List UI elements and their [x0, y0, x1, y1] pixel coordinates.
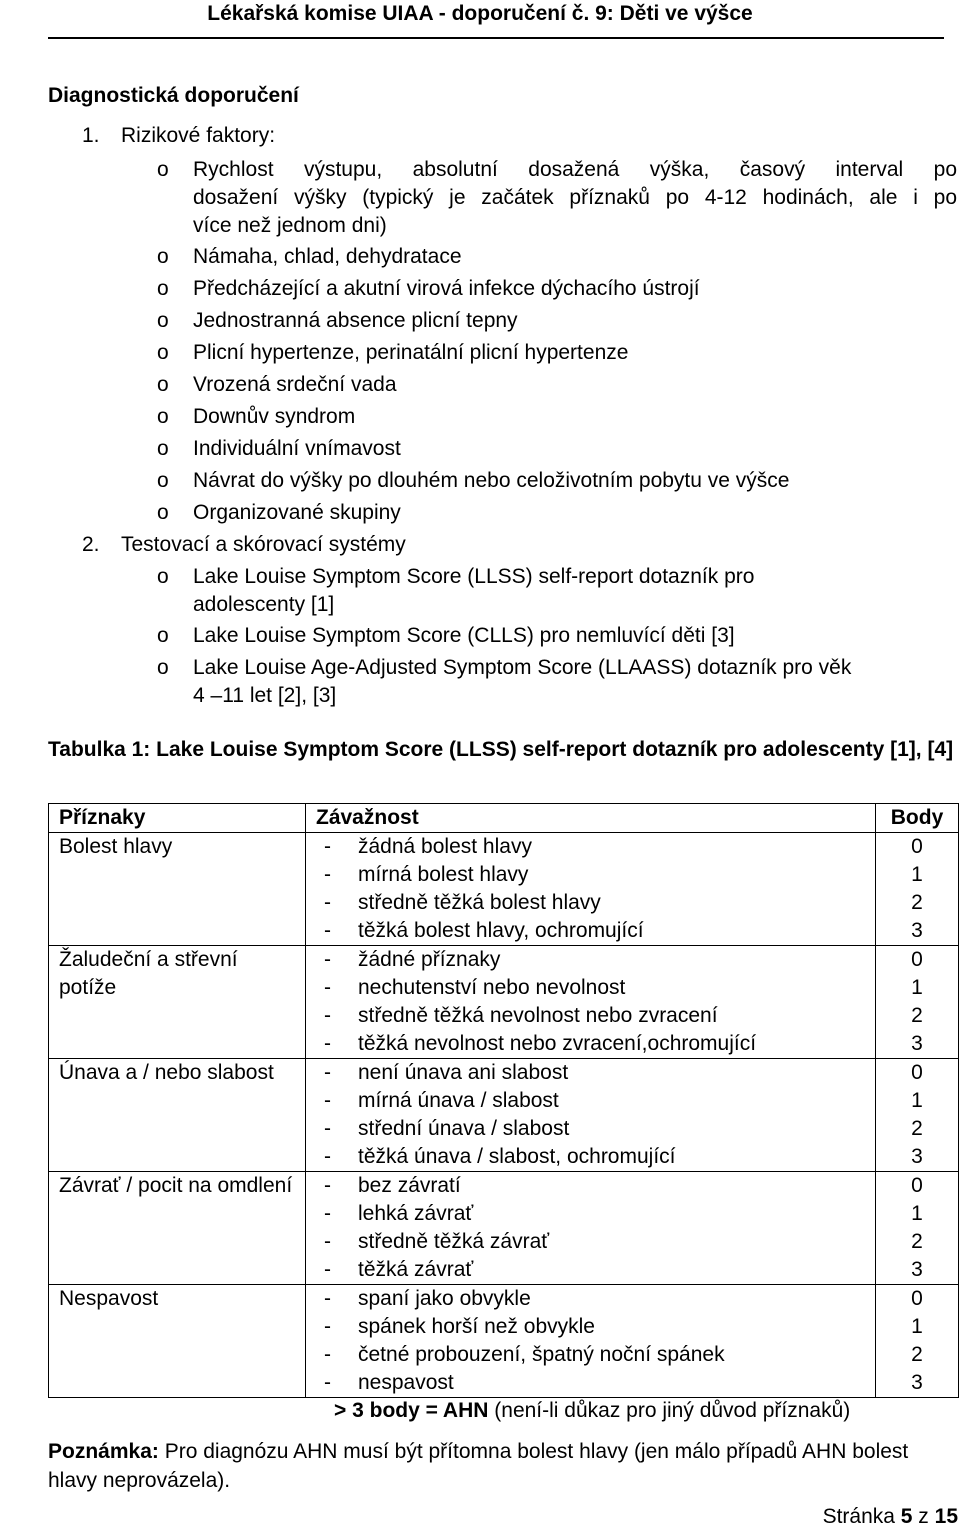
severity-dash: - — [324, 1343, 331, 1366]
risk-item-line: Námaha, chlad, dehydratace — [193, 245, 462, 268]
severity-option — [316, 1030, 865, 1058]
tests-item-line: Lake Louise Symptom Score (CLLS) pro nemluvící děti [3] — [193, 624, 735, 647]
severity-dash: - — [324, 891, 331, 914]
severity-label: není únava ani slabost — [358, 1061, 569, 1084]
severity-option — [316, 1285, 865, 1313]
tests-bullet-marker: o — [157, 565, 169, 588]
table-header-row — [49, 804, 959, 833]
points-cell — [876, 1059, 959, 1172]
severity-option — [316, 1228, 865, 1256]
tests-bullet-marker: o — [157, 656, 169, 679]
severity-dash: - — [324, 919, 331, 942]
severity-cell — [306, 946, 876, 1059]
table-row — [49, 833, 959, 946]
severity-option — [316, 946, 865, 974]
lake-louise-score-table — [48, 803, 959, 1398]
header-rule — [48, 37, 944, 39]
severity-cell — [306, 1059, 876, 1172]
points-value: 3 — [911, 919, 923, 942]
tests-bullet-marker: o — [157, 624, 169, 647]
risk-bullet-marker: o — [157, 245, 169, 268]
severity-dash: - — [324, 1371, 331, 1394]
severity-dash: - — [324, 1145, 331, 1168]
severity-label: žádná bolest hlavy — [358, 835, 532, 858]
symptom-cell: Žaludeční a střevní potíže — [49, 946, 306, 1059]
severity-option — [316, 833, 865, 861]
footer-prefix: Stránka — [822, 1505, 901, 1528]
section-title: Diagnostická doporučení — [48, 84, 299, 107]
risk-bullet-marker: o — [157, 277, 169, 300]
tests-item-line: 4 –11 let [2], [3] — [193, 684, 337, 707]
risk-list-number: 1. — [82, 124, 100, 147]
points-value: 1 — [911, 863, 923, 886]
risk-item-line: Plicní hypertenze, perinatální plicní hypertenze — [193, 341, 629, 364]
severity-label: těžká nevolnost nebo zvracení,ochromující — [358, 1032, 757, 1055]
severity-label: mírná únava / slabost — [358, 1089, 559, 1112]
table-row — [49, 946, 959, 1059]
severity-label: středně těžká bolest hlavy — [358, 891, 601, 914]
severity-label: těžká únava / slabost, ochromující — [358, 1145, 676, 1168]
points-value: 0 — [911, 1061, 923, 1084]
severity-option — [316, 1313, 865, 1341]
risk-item-line: Downův syndrom — [193, 405, 356, 428]
points-value: 3 — [911, 1371, 923, 1394]
table-body — [49, 833, 959, 1398]
risk-list-title: Rizikové faktory: — [121, 124, 276, 147]
points-value: 3 — [911, 1145, 923, 1168]
symptom-cell: Únava a / nebo slabost — [49, 1059, 306, 1172]
severity-option — [316, 1256, 865, 1284]
footer-total-pages: 15 — [934, 1505, 958, 1528]
points-value: 0 — [911, 835, 923, 858]
column-header-points: Body — [876, 804, 959, 833]
risk-item-line: Vrozená srdeční vada — [193, 373, 397, 396]
severity-label: těžká závrať — [358, 1258, 474, 1281]
severity-option — [316, 917, 865, 945]
risk-item-line: Předcházející a akutní virová infekce dýchacího ústrojí — [193, 277, 700, 300]
severity-label: žádné příznaky — [358, 948, 501, 971]
severity-label: četné probouzení, špatný noční spánek — [358, 1343, 725, 1366]
points-value: 2 — [911, 1004, 923, 1027]
severity-dash: - — [324, 835, 331, 858]
points-value: 1 — [911, 1089, 923, 1112]
points-value: 2 — [911, 1230, 923, 1253]
note-label: Poznámka: — [48, 1440, 159, 1463]
severity-label: spaní jako obvykle — [358, 1287, 531, 1310]
points-value: 2 — [911, 1117, 923, 1140]
score-threshold — [334, 1397, 850, 1425]
severity-dash: - — [324, 1032, 331, 1055]
severity-label: bez závratí — [358, 1174, 461, 1197]
severity-cell — [306, 833, 876, 946]
severity-dash: - — [324, 1258, 331, 1281]
risk-bullet-marker: o — [157, 158, 169, 181]
risk-bullet-marker: o — [157, 405, 169, 428]
risk-bullet-marker: o — [157, 469, 169, 492]
symptom-cell: Závrať / pocit na omdlení — [49, 1172, 306, 1285]
footer-current-page: 5 — [900, 1505, 913, 1528]
severity-label: nespavost — [358, 1371, 454, 1394]
severity-dash: - — [324, 1230, 331, 1253]
column-header-symptoms: Příznaky — [49, 804, 306, 833]
risk-item-line: Návrat do výšky po dlouhém nebo celoživotním pobytu ve výšce — [193, 469, 790, 492]
symptom-cell: Nespavost — [49, 1285, 306, 1398]
threshold-bold: > 3 body = AHN — [334, 1399, 489, 1422]
points-value: 2 — [911, 891, 923, 914]
severity-dash: - — [324, 1089, 331, 1112]
points-value: 3 — [911, 1032, 923, 1055]
points-value: 0 — [911, 1287, 923, 1310]
severity-dash: - — [324, 1202, 331, 1225]
severity-option — [316, 1200, 865, 1228]
points-cell — [876, 946, 959, 1059]
page-footer — [823, 1503, 958, 1531]
severity-option — [316, 1002, 865, 1030]
severity-label: střední únava / slabost — [358, 1117, 570, 1140]
severity-dash: - — [324, 1004, 331, 1027]
points-cell — [876, 1285, 959, 1398]
risk-bullet-marker: o — [157, 309, 169, 332]
risk-item-line: Individuální vnímavost — [193, 437, 401, 460]
tests-item-line: Lake Louise Symptom Score (LLSS) self-report dotazník pro — [193, 565, 755, 588]
tests-list-number: 2. — [82, 533, 100, 556]
risk-bullet-marker: o — [157, 501, 169, 524]
severity-dash: - — [324, 1174, 331, 1197]
points-value: 1 — [911, 1202, 923, 1225]
severity-cell — [306, 1172, 876, 1285]
points-value: 0 — [911, 948, 923, 971]
points-value: 2 — [911, 1343, 923, 1366]
footer-middle: z — [912, 1505, 935, 1528]
tests-item-line: adolescenty [1] — [193, 593, 335, 616]
severity-label: středně těžká nevolnost nebo zvracení — [358, 1004, 718, 1027]
table-row — [49, 1059, 959, 1172]
points-value: 1 — [911, 976, 923, 999]
points-cell — [876, 1172, 959, 1285]
severity-dash: - — [324, 976, 331, 999]
risk-item-line: Organizované skupiny — [193, 501, 401, 524]
severity-dash: - — [324, 863, 331, 886]
severity-option — [316, 1172, 865, 1200]
severity-dash: - — [324, 1061, 331, 1084]
points-value: 0 — [911, 1174, 923, 1197]
points-cell — [876, 833, 959, 946]
threshold-text: (není-li důkaz pro jiný důvod příznaků) — [488, 1399, 851, 1422]
severity-option — [316, 889, 865, 917]
severity-cell — [306, 1285, 876, 1398]
severity-dash: - — [324, 948, 331, 971]
severity-option — [316, 1369, 865, 1397]
symptom-cell: Bolest hlavy — [49, 833, 306, 946]
tests-list-title: Testovací a skórovací systémy — [121, 533, 406, 556]
severity-option — [316, 1143, 865, 1171]
severity-option — [316, 1115, 865, 1143]
severity-label: mírná bolest hlavy — [358, 863, 529, 886]
severity-label: lehká závrať — [358, 1202, 474, 1225]
points-value: 1 — [911, 1315, 923, 1338]
risk-bullet-marker: o — [157, 437, 169, 460]
severity-dash: - — [324, 1287, 331, 1310]
table-row — [49, 1172, 959, 1285]
points-value: 3 — [911, 1258, 923, 1281]
severity-label: těžká bolest hlavy, ochromující — [358, 919, 644, 942]
table-caption: Tabulka 1: Lake Louise Symptom Score (LLSS) self-report dotazník pro adolescenty [1], [4] — [48, 738, 954, 761]
risk-item-line: Jednostranná absence plicní tepny — [193, 309, 518, 332]
severity-label: nechutenství nebo nevolnost — [358, 976, 626, 999]
severity-option — [316, 861, 865, 889]
severity-dash: - — [324, 1315, 331, 1338]
severity-label: spánek horší než obvykle — [358, 1315, 595, 1338]
severity-option — [316, 1341, 865, 1369]
risk-item-line: dosažení výšky (typický je začátek příznaků po 4-12 hodinách, ale i po — [193, 186, 957, 209]
severity-option — [316, 974, 865, 1002]
severity-label: středně těžká závrať — [358, 1230, 550, 1253]
severity-option — [316, 1059, 865, 1087]
risk-bullet-marker: o — [157, 341, 169, 364]
severity-dash: - — [324, 1117, 331, 1140]
risk-bullet-marker: o — [157, 373, 169, 396]
note-text: Pro diagnózu AHN musí být přítomna bolest hlavy (jen málo případů AHN bolest hlavy neprovázela). — [48, 1440, 909, 1492]
severity-option — [316, 1087, 865, 1115]
table-row — [49, 1285, 959, 1398]
note — [48, 1437, 948, 1495]
column-header-severity: Závažnost — [306, 804, 876, 833]
document-header-title: Lékařská komise UIAA - doporučení č. 9: Děti ve výšce — [207, 2, 753, 25]
tests-item-line: Lake Louise Age-Adjusted Symptom Score (LLAASS) dotazník pro věk — [193, 656, 852, 679]
risk-item-line: více než jednom dni) — [193, 214, 387, 237]
risk-item-line: Rychlost výstupu, absolutní dosažená výška, časový interval po — [193, 158, 957, 181]
